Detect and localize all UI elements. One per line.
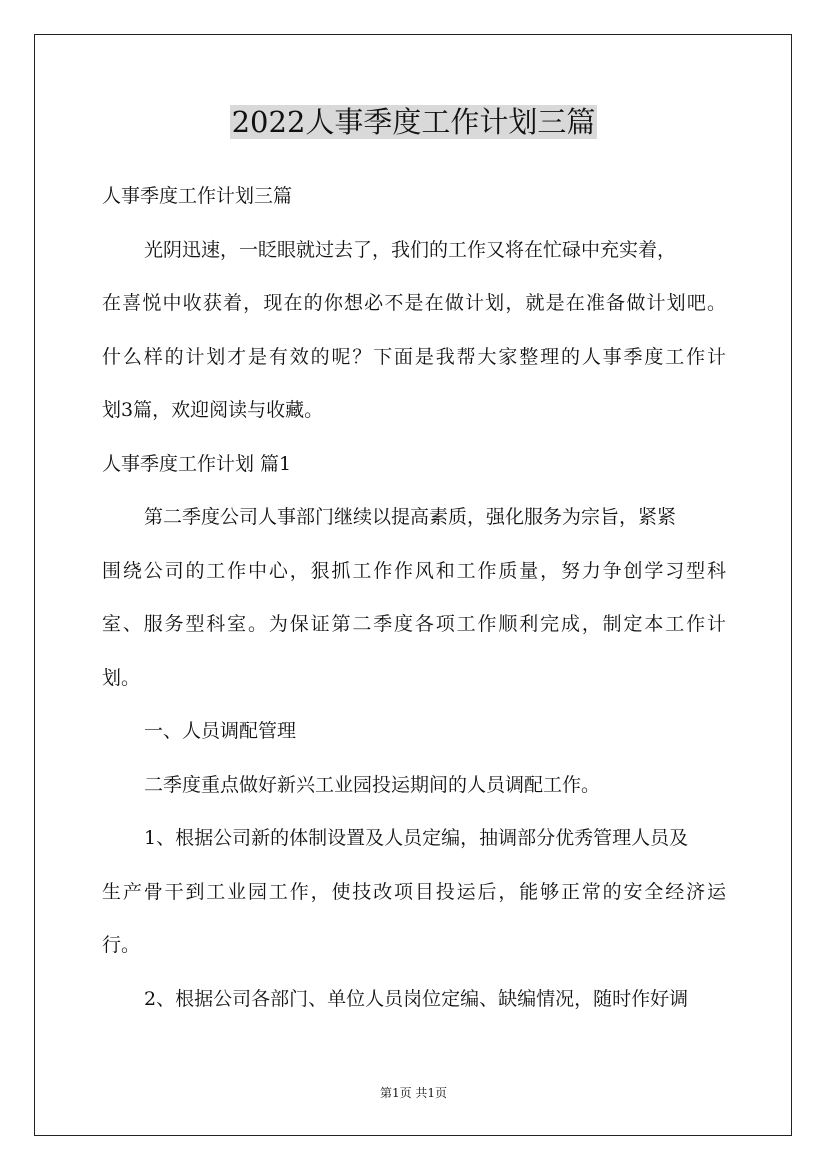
document-title: 2022人事季度工作计划三篇 xyxy=(231,105,596,139)
paragraph-line: 光阴迅速，一眨眼就过去了，我们的工作又将在忙碌中充实着， xyxy=(144,238,677,261)
page-footer: 第1页 共1页 xyxy=(379,1086,448,1100)
paragraph-line: 行。 xyxy=(102,934,141,956)
paragraph-line: 围绕公司的工作中心，狠抓工作作风和工作质量，努力争创学习型科 xyxy=(102,559,726,582)
paragraph-line: 生产骨干到工业园工作，使技改项目投运后，能够正常的安全经济运 xyxy=(102,880,726,903)
document-body xyxy=(102,170,742,1026)
paragraph-line: 1、根据公司新的体制设置及人员定编，抽调部分优秀管理人员及 xyxy=(144,827,689,849)
subtitle-line: 人事季度工作计划三篇 xyxy=(102,185,293,207)
paragraph-line: 二季度重点做好新兴工业园投运期间的人员调配工作。 xyxy=(144,773,601,796)
subsection-heading: 一、人员调配管理 xyxy=(144,720,297,742)
paragraph-line: 划3篇，欢迎阅读与收藏。 xyxy=(102,399,324,421)
paragraph-line: 划。 xyxy=(102,666,141,689)
paragraph-line: 第二季度公司人事部门继续以提高素质，强化服务为宗旨，紧紧 xyxy=(144,506,677,528)
paragraph-line: 室、服务型科室。为保证第二季度各项工作顺利完成，制定本工作计 xyxy=(102,613,726,635)
paragraph-line: 什么样的计划才是有效的呢？下面是我帮大家整理的人事季度工作计 xyxy=(102,345,726,368)
document-title-wrapper xyxy=(0,100,827,144)
paragraph-line: 2、根据公司各部门、单位人员岗位定编、缺编情况，随时作好调 xyxy=(144,987,689,1010)
paragraph-line: 在喜悦中收获着，现在的你想必不是在做计划，就是在准备做计划吧。 xyxy=(102,292,726,314)
section-heading: 人事季度工作计划 篇1 xyxy=(102,452,292,475)
